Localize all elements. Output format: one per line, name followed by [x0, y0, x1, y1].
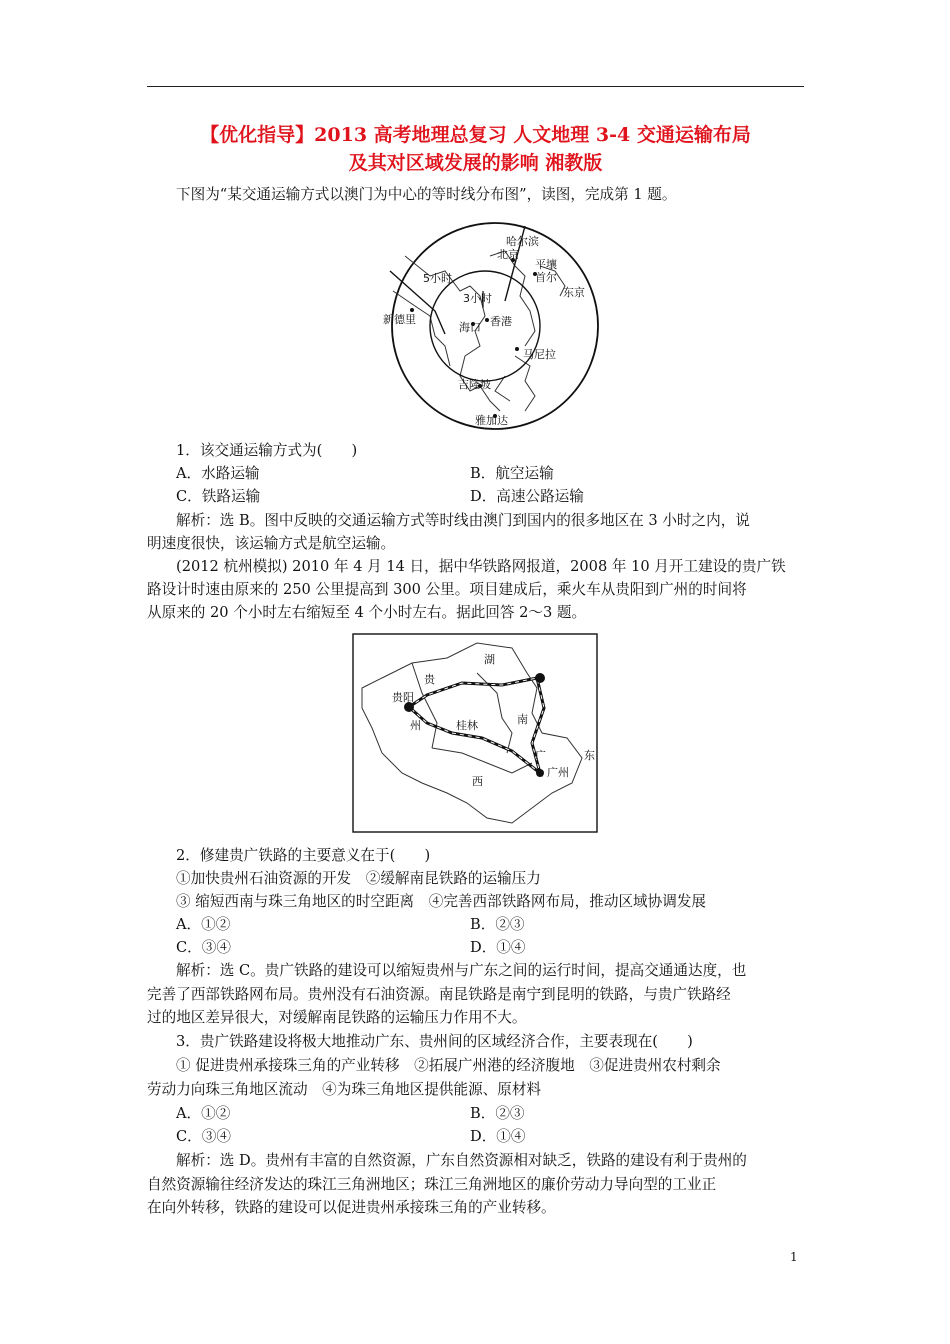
q3-analysis-line: 在向外转移，铁路的建设可以促进贵州承接珠三角的产业转移。: [147, 1199, 556, 1216]
map2-label: 广州: [547, 766, 569, 779]
q3-option-a: A．①②: [176, 1105, 231, 1122]
intro2-line: (2012 杭州模拟) 2010 年 4 月 14 日，据中华铁路网报道，2008 年 10 月开工建设的贵广铁: [176, 558, 786, 575]
question-3-stem: 3．贵广铁路建设将极大地推动广东、贵州间的区域经济合作，主要表现在( ): [176, 1033, 693, 1050]
map2-label: 西: [472, 775, 483, 788]
map1-label: 香港: [490, 315, 512, 328]
map1-label: 首尔: [535, 271, 557, 284]
q2-item-line: ③ 缩短西南与珠三角地区的时空距离 ④完善西部铁路网布局，推动区域协调发展: [176, 893, 707, 910]
map1-label: 雅加达: [475, 414, 508, 427]
map2-label: 州: [410, 719, 421, 732]
railway-map: [352, 633, 598, 837]
map1-label: 吉隆坡: [458, 378, 491, 391]
map1-label: 5小时: [423, 272, 452, 285]
q3-analysis-line: 解析：选 D。贵州有丰富的自然资源，广东自然资源相对缺乏，铁路的建设有利于贵州的: [176, 1152, 747, 1169]
q2-analysis-line: 解析：选 C。贵广铁路的建设可以缩短贵州与广东之间的运行时间，提高交通通达度，也: [176, 962, 747, 979]
q3-item-line: 劳动力向珠三角地区流动 ④为珠三角地区提供能源、原材料: [147, 1081, 542, 1098]
page-title-line2: 及其对区域发展的影响 湘教版: [348, 152, 603, 174]
map2-label: 湖: [484, 653, 495, 666]
q1-option-b: B．航空运输: [470, 465, 554, 482]
header-rule: [147, 86, 804, 87]
map1-label: 新德里: [383, 313, 416, 326]
q1-analysis-line: 明速度很快，该运输方式是航空运输。: [147, 535, 396, 552]
q1-option-a: A．水路运输: [176, 465, 260, 482]
map2-label: 桂林: [456, 719, 478, 732]
map2-label: 贵阳: [392, 691, 414, 704]
intro2-line: 从原来的 20 个小时左右缩短至 4 个小时左右。据此回答 2～3 题。: [147, 604, 587, 621]
map1-label: 3小时: [463, 292, 492, 305]
q1-option-d: D．高速公路运输: [470, 488, 584, 505]
map1-label: 平壤: [535, 258, 557, 271]
map1-label: 海口: [459, 321, 481, 334]
q2-item-line: ①加快贵州石油资源的开发 ②缓解南昆铁路的运输压力: [176, 870, 541, 887]
map2-label: 贵: [424, 673, 435, 686]
map2-label: 广: [535, 749, 546, 762]
isochrone-map: [375, 216, 615, 440]
q2-option-d: D．①④: [470, 939, 526, 956]
q2-option-b: B．②③: [470, 916, 525, 933]
map1-label: 北京: [497, 248, 519, 261]
q2-option-a: A．①②: [176, 916, 231, 933]
page-number: 1: [790, 1250, 798, 1264]
q3-option-d: D．①④: [470, 1128, 526, 1145]
q2-option-c: C．③④: [176, 939, 231, 956]
map2-label: 南: [517, 713, 528, 726]
q3-item-line: ① 促进贵州承接珠三角的产业转移 ②拓展广州港的经济腹地 ③促进贵州农村剩余: [176, 1057, 721, 1074]
intro-question-1: 下图为“某交通运输方式以澳门为中心的等时线分布图”，读图，完成第 1 题。: [176, 186, 677, 203]
map1-label: 东京: [563, 286, 585, 299]
map1-label: 哈尔滨: [506, 235, 539, 248]
q3-option-c: C．③④: [176, 1128, 231, 1145]
question-1-stem: 1．该交通运输方式为( ): [176, 442, 358, 459]
q1-analysis-line: 解析：选 B。图中反映的交通运输方式等时线由澳门到国内的很多地区在 3 小时之内，说: [176, 512, 750, 529]
intro2-line: 路设计时速由原来的 250 公里提高到 300 公里。项目建成后，乘火车从贵阳到广州的时间将: [147, 581, 747, 598]
q2-analysis-line: 完善了西部铁路网布局。贵州没有石油资源。南昆铁路是南宁到昆明的铁路，与贵广铁路经: [147, 986, 731, 1003]
map1-label: 马尼拉: [523, 348, 556, 361]
page-title-line1: 【优化指导】2013 高考地理总复习 人文地理 3-4 交通运输布局: [200, 124, 751, 146]
question-2-stem: 2．修建贵广铁路的主要意义在于( ): [176, 847, 431, 864]
q1-option-c: C．铁路运输: [176, 488, 261, 505]
q3-option-b: B．②③: [470, 1105, 525, 1122]
q2-analysis-line: 过的地区差异很大，对缓解南昆铁路的运输压力作用不大。: [147, 1009, 527, 1026]
map2-label: 东: [584, 749, 595, 762]
q3-analysis-line: 自然资源输往经济发达的珠江三角洲地区；珠江三角洲地区的廉价劳动力导向型的工业正: [147, 1176, 717, 1193]
